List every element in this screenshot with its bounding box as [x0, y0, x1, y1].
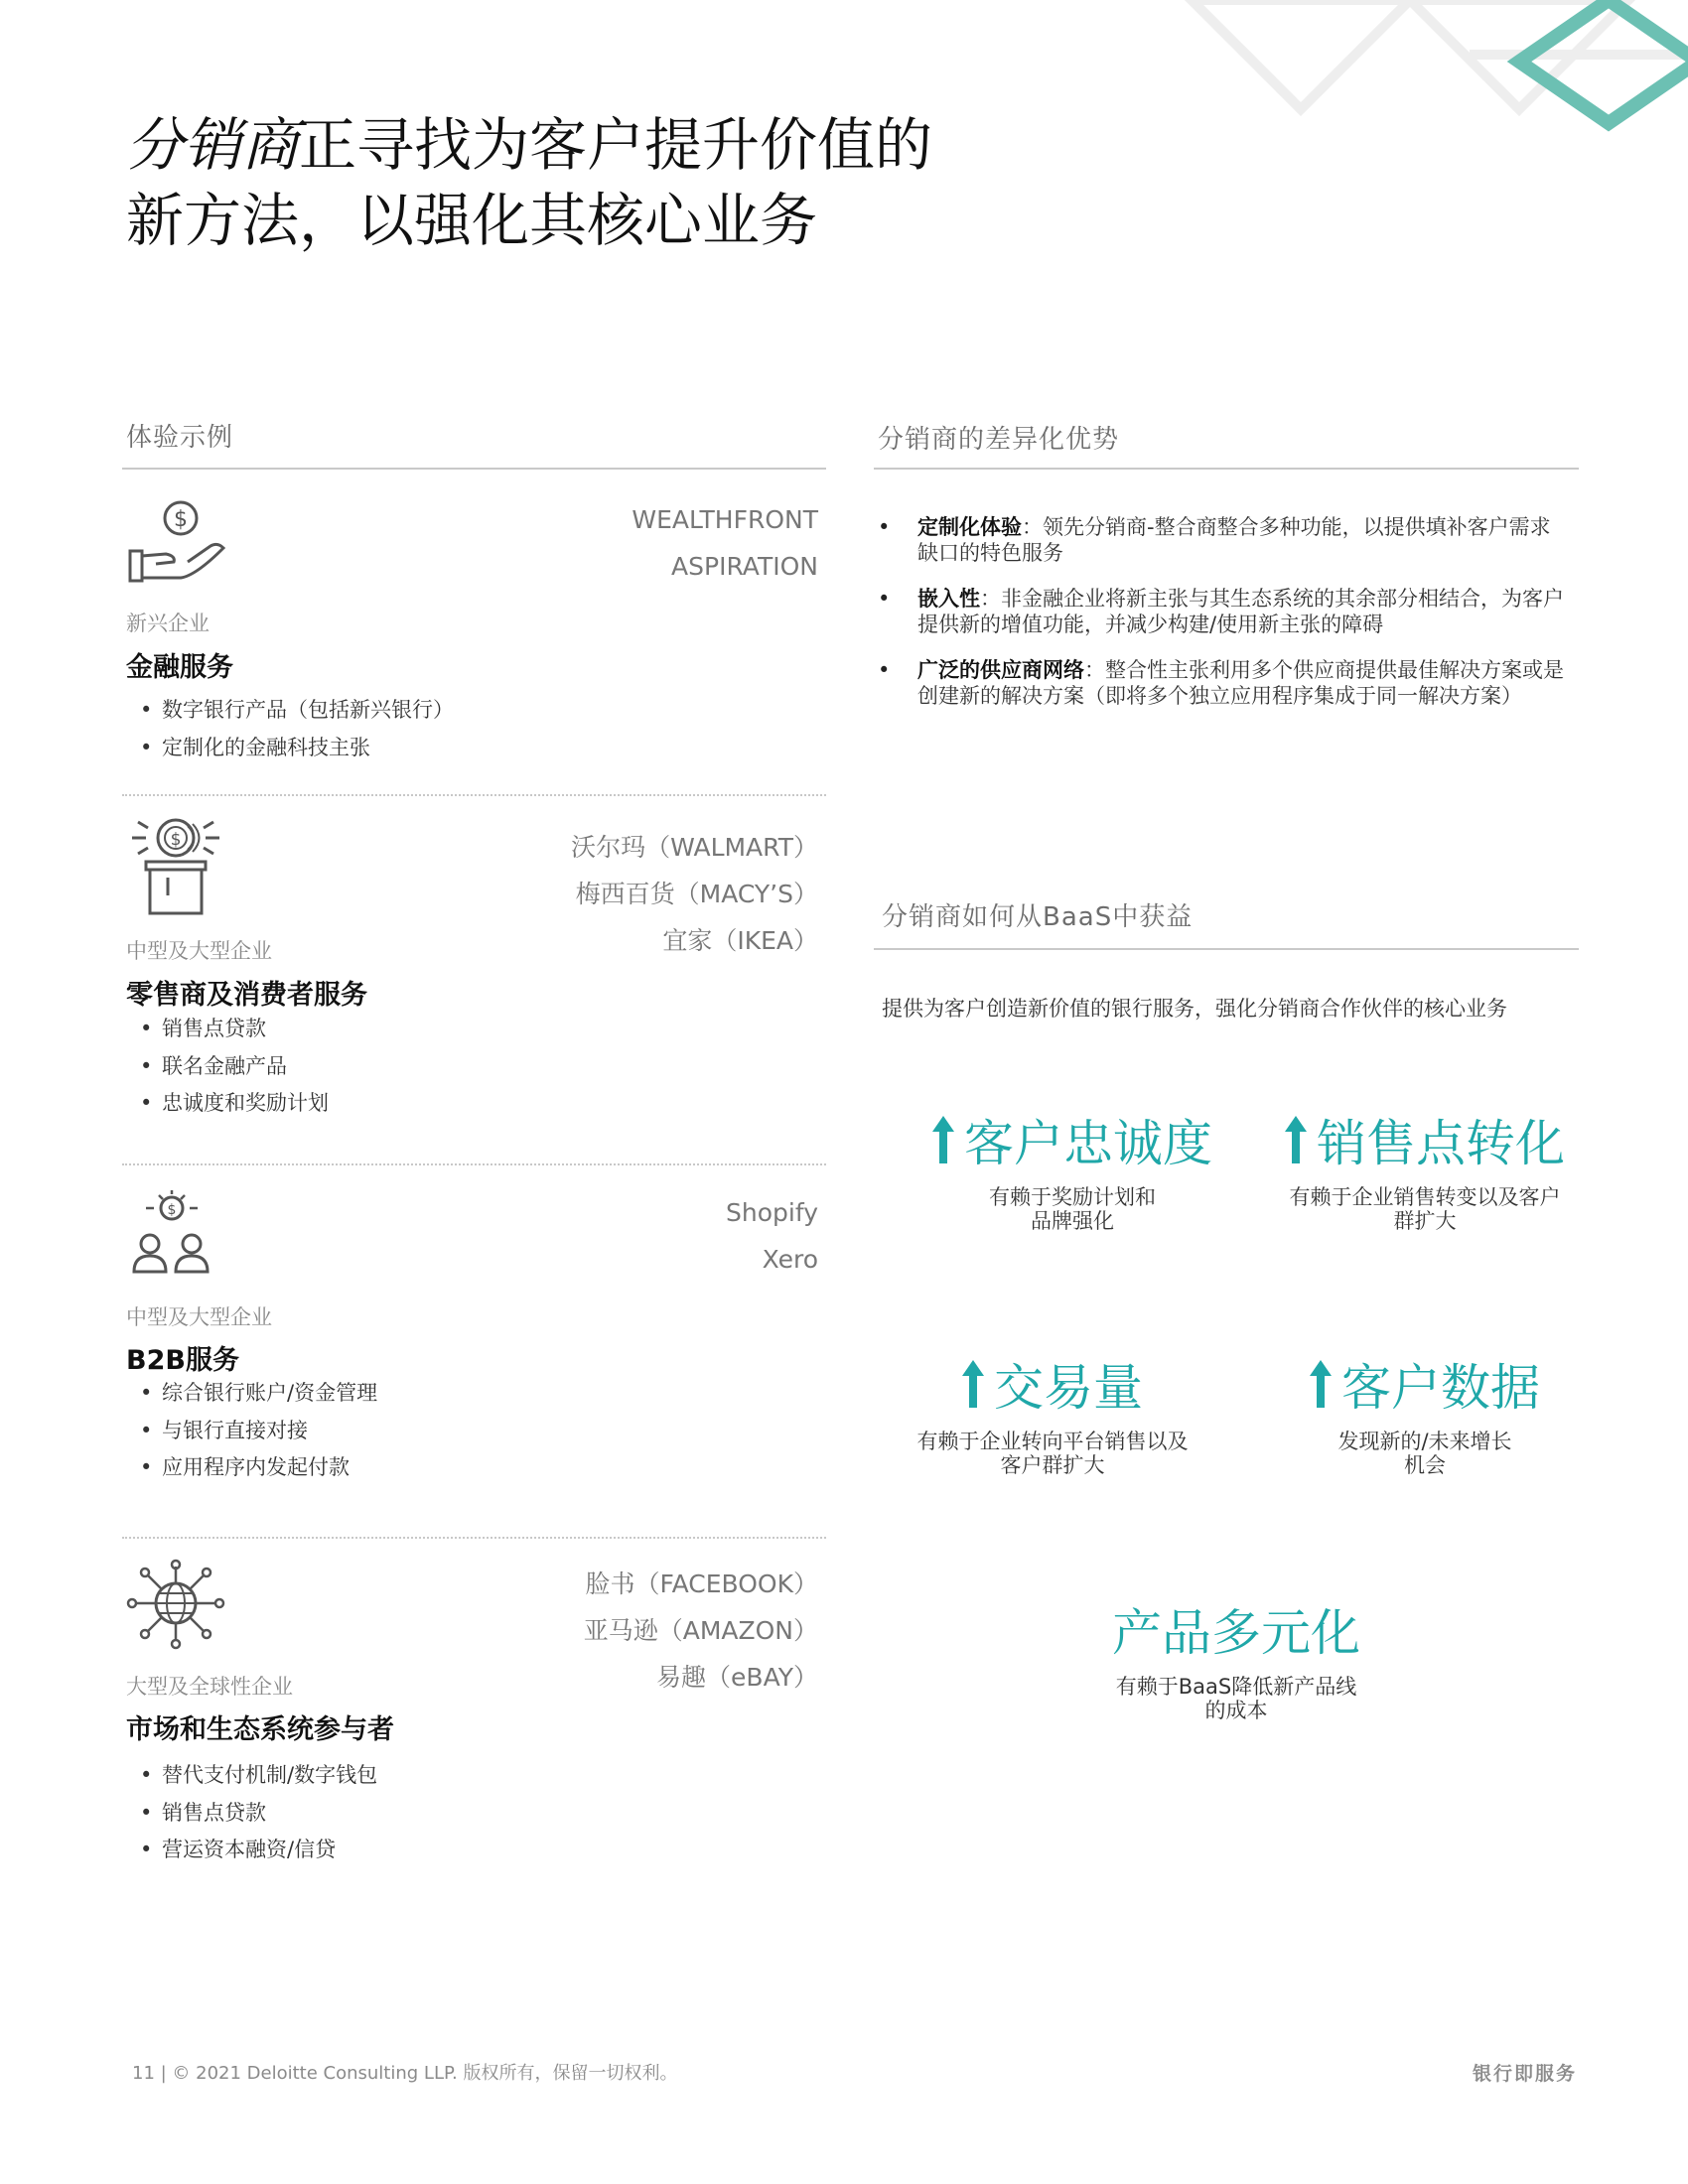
- metric-title: 客户数据: [1341, 1359, 1540, 1417]
- svg-text:$: $: [167, 1202, 177, 1218]
- metric-customer-data: [1256, 1348, 1594, 1477]
- title-line1-rest: 正寻找为客户提升价值的: [299, 111, 933, 179]
- bullet-list: [140, 1011, 329, 1123]
- segment-label: 大型及全球性企业: [126, 1675, 293, 1699]
- decorative-diamond-pattern: [1172, 0, 1688, 169]
- company-name: 梅西百货（MACY’S）: [575, 880, 818, 908]
- up-arrow-icon: [932, 1116, 954, 1163]
- list-item: [876, 586, 1571, 637]
- metric-pos-conversion: [1256, 1104, 1594, 1233]
- business-name: 零售商及消费者服务: [126, 980, 367, 1011]
- advantages-list: [876, 514, 1571, 729]
- examples-heading-rule: [122, 468, 826, 470]
- company-name: WEALTHFRONT: [632, 505, 818, 534]
- company-name: Shopify: [726, 1198, 818, 1227]
- business-name: B2B服务: [126, 1345, 239, 1376]
- metric-description: [894, 1185, 1251, 1233]
- globe-network-icon: [126, 1559, 225, 1658]
- page-title: [126, 107, 1020, 258]
- segment-label: 中型及大型企业: [126, 1305, 272, 1329]
- metric-desc-line: 有赖于奖励计划和: [989, 1185, 1156, 1209]
- company-name: 脸书（FACEBOOK）: [585, 1570, 818, 1598]
- bullet-list: [140, 1375, 377, 1487]
- list-item: • 营运资本融资/信贷: [140, 1832, 377, 1869]
- bullet-list: [140, 692, 454, 766]
- advantages-heading: 分销商的差异化优势: [878, 425, 1120, 455]
- advantage-label: 定制化体验: [917, 515, 1022, 539]
- advantage-text: ：非金融企业将新主张与其生态系统的其余部分相结合，为客户提供新的增值功能，并减少构建/使用新主张的障碍: [917, 587, 1564, 636]
- metric-desc-line: 发现新的/未来增长: [1337, 1430, 1512, 1453]
- advantage-text: ：整合性主张利用多个供应商提供最佳解决方案或是创建新的解决方案（即将多个独立应用程序集成于同一解决方案）: [917, 658, 1564, 708]
- metric-desc-line: 群扩大: [1393, 1209, 1457, 1233]
- metric-desc-line: 品牌强化: [1031, 1209, 1114, 1233]
- metric-title: 产品多元化: [1112, 1604, 1360, 1662]
- list-item: • 忠诚度和奖励计划: [140, 1085, 329, 1123]
- list-item: • 联名金融产品: [140, 1048, 329, 1086]
- list-item: • 替代支付机制/数字钱包: [140, 1757, 377, 1795]
- up-arrow-icon: [962, 1360, 984, 1408]
- company-name: 宜家（IKEA）: [662, 926, 818, 955]
- svg-text:$: $: [174, 507, 188, 532]
- list-item: • 综合银行账户/资金管理: [140, 1375, 377, 1413]
- footer-copyright: 11 | © 2021 Deloitte Consulting LLP. 版权所有，保留一切权利。: [132, 2063, 678, 2084]
- list-item: • 与银行直接对接: [140, 1413, 377, 1450]
- example-block-retail: [126, 814, 826, 1142]
- benefits-intro: 提供为客户创造新价值的银行服务，强化分销商合作伙伴的核心业务: [882, 997, 1507, 1021]
- advantages-heading-rule: [874, 468, 1579, 470]
- example-block-financial: [126, 496, 826, 764]
- metric-title: 客户忠诚度: [964, 1115, 1212, 1172]
- metric-customer-loyalty: [894, 1104, 1251, 1233]
- block-divider: [122, 794, 826, 796]
- list-item: • 销售点贷款: [140, 1795, 377, 1833]
- metric-desc-line: 有赖于企业转向平台销售以及: [916, 1430, 1189, 1453]
- example-block-marketplace: [126, 1559, 826, 1886]
- advantage-label: 嵌入性: [917, 587, 980, 611]
- block-divider: [122, 1537, 826, 1539]
- title-emphasis: 分销商: [126, 111, 300, 179]
- company-name: ASPIRATION: [671, 552, 818, 581]
- advantage-text: ：领先分销商-整合商整合多种功能，以提供填补客户需求缺口的特色服务: [917, 515, 1551, 565]
- svg-text:$: $: [170, 830, 182, 850]
- list-item: • 销售点贷款: [140, 1011, 329, 1048]
- metric-description: [874, 1430, 1231, 1477]
- metric-desc-line: 机会: [1404, 1453, 1446, 1477]
- segment-label: 中型及大型企业: [126, 939, 272, 963]
- list-item: • 定制化的金融科技主张: [140, 730, 454, 767]
- list-item: • 数字银行产品（包括新兴银行）: [140, 692, 454, 730]
- advantage-label: 广泛的供应商网络: [917, 658, 1084, 682]
- metric-desc-line: 有赖于BaaS降低新产品线: [1115, 1675, 1357, 1699]
- block-divider: [122, 1163, 826, 1165]
- footer-doc-title: 银行即服务: [1472, 2063, 1577, 2085]
- list-item: • 应用程序内发起付款: [140, 1449, 377, 1487]
- company-name: 亚马逊（AMAZON）: [583, 1616, 818, 1645]
- company-name: 沃尔玛（WALMART）: [571, 833, 818, 862]
- companies-list: [726, 1189, 818, 1283]
- segment-label: 新兴企业: [126, 612, 210, 635]
- companies-list: [571, 824, 818, 964]
- business-name: 市场和生态系统参与者: [126, 1714, 394, 1745]
- metric-description: [1256, 1185, 1594, 1233]
- company-name: Xero: [762, 1245, 818, 1274]
- people-coin-icon: [126, 1186, 225, 1286]
- list-item: [876, 657, 1571, 709]
- bullet-list: [140, 1757, 377, 1869]
- metric-desc-line: 的成本: [1204, 1699, 1268, 1722]
- list-item: [876, 514, 1571, 566]
- example-block-b2b: [126, 1186, 826, 1504]
- examples-heading: 体验示例: [126, 423, 234, 453]
- hand-dollar-icon: [126, 496, 225, 596]
- metric-description: [1067, 1675, 1405, 1722]
- coin-box-icon: [126, 816, 225, 915]
- metric-product-diversification: [1067, 1593, 1405, 1722]
- metric-transaction-volume: [874, 1348, 1231, 1477]
- benefits-heading-rule: [874, 948, 1579, 950]
- title-line2: 新方法，以强化其核心业务: [126, 187, 818, 254]
- metric-title: 销售点转化: [1317, 1115, 1565, 1172]
- up-arrow-icon: [1285, 1116, 1307, 1163]
- metric-description: [1256, 1430, 1594, 1477]
- metric-desc-line: 有赖于企业销售转变以及客户: [1289, 1185, 1561, 1209]
- companies-list: [584, 1561, 818, 1701]
- metric-title: 交易量: [994, 1359, 1143, 1417]
- metric-desc-line: 客户群扩大: [1000, 1453, 1105, 1477]
- company-name: 易趣（eBAY）: [656, 1663, 818, 1692]
- up-arrow-icon: [1310, 1360, 1332, 1408]
- business-name: 金融服务: [126, 652, 233, 683]
- companies-list: [632, 496, 818, 590]
- benefits-heading: 分销商如何从BaaS中获益: [882, 902, 1194, 932]
